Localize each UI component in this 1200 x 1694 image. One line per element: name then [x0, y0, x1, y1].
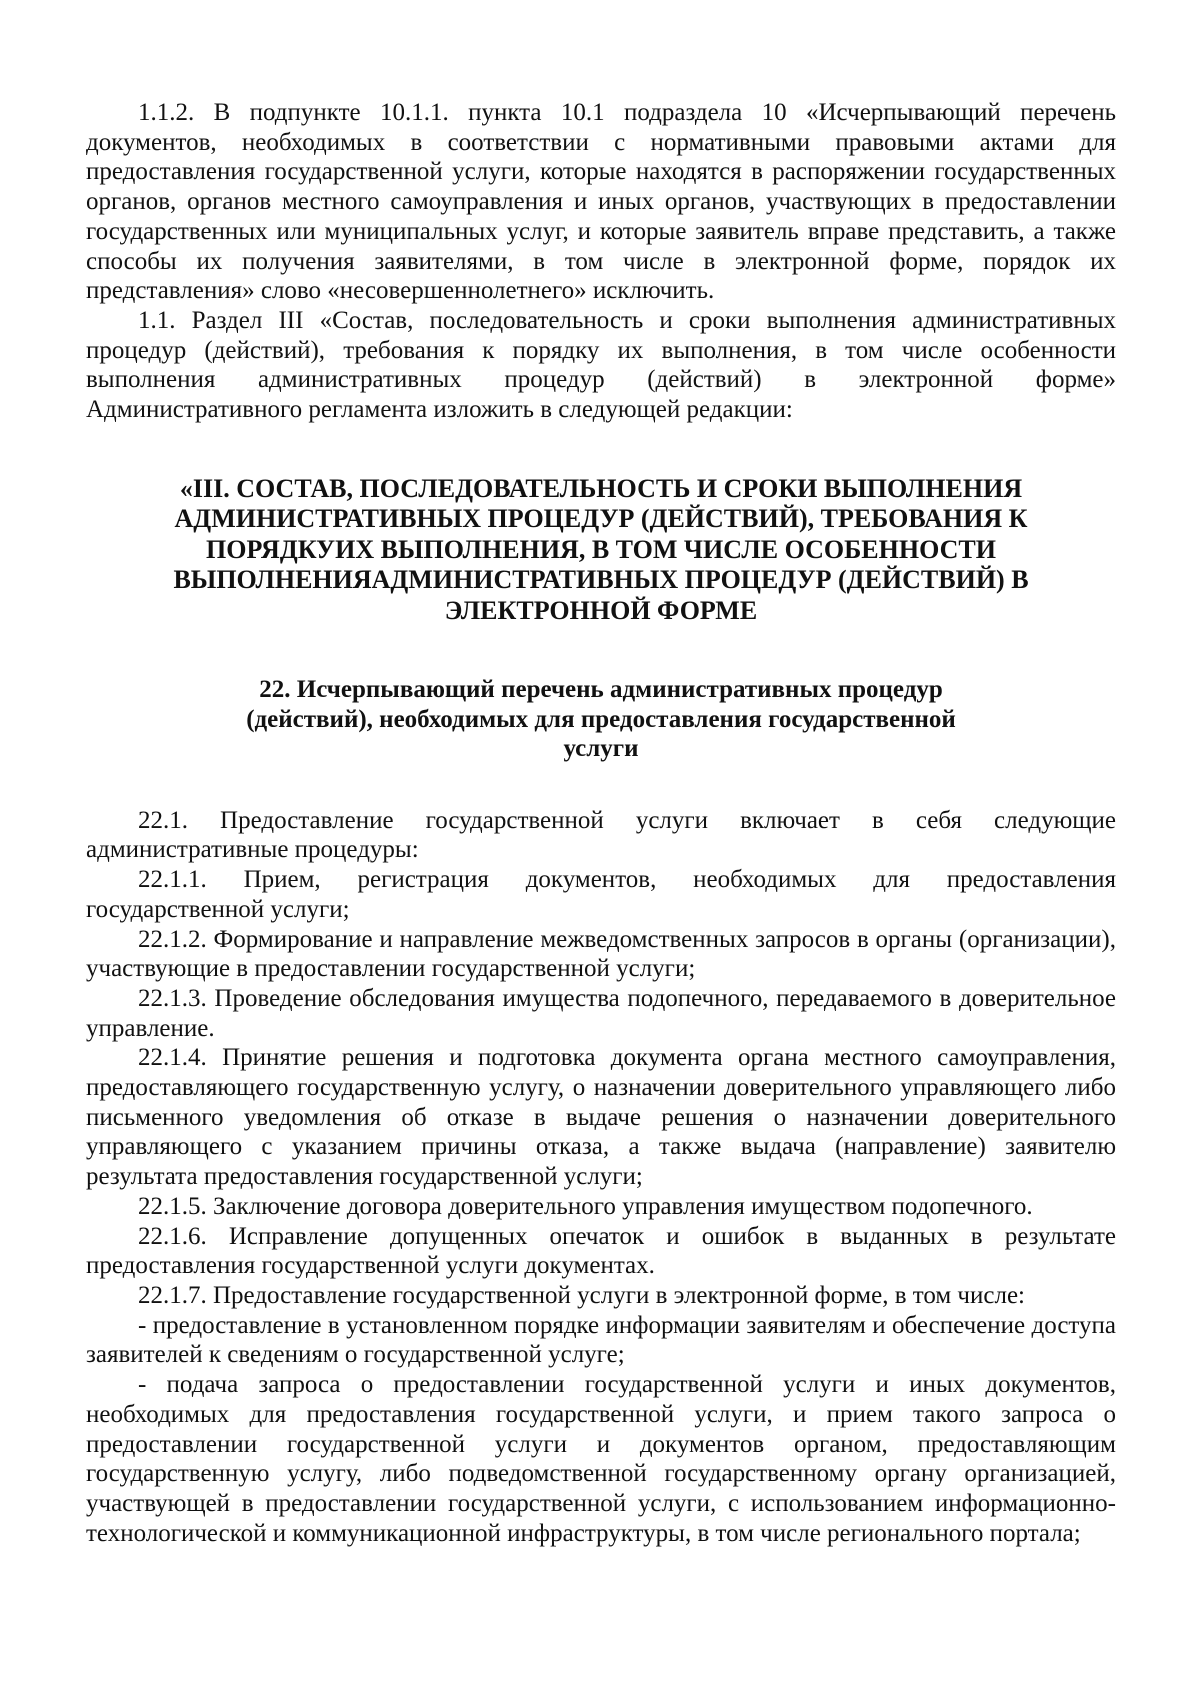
subsection-heading: 22. Исчерпывающий перечень административных процедур (действий), необходимых для предоставления государственной услуги [246, 676, 956, 763]
paragraph-22-1-7: 22.1.7. Предоставление государственной услуги в электронной форме, в том числе: [138, 1281, 1025, 1309]
list-item-information: - предоставление в установленном порядке информации заявителям и обеспечение доступа заявителей к сведениям о государственной услуге; [86, 1311, 1116, 1369]
spacer [86, 764, 1116, 806]
paragraph-22-1: 22.1. Предоставление государственной услуги включает в себя следующие административные процедуры: [86, 806, 1116, 864]
paragraph-22-1-1: 22.1.1. Прием, регистрация документов, необходимых для предоставления государственной услуги; [86, 866, 1116, 923]
list-item-request-submission: - подача запроса о предоставлении государственной услуги и иных документов, необходимых для предоставления государственной услуги, и прием такого запроса о предоставлении государственной услуги и документов органом, предоставляющим государственную услугу, либо подведомственной государственному органу организацией, участвующей в предоставлении государственной услуги, с использованием информационно-технологической и коммуникационной инфраструктуры, в том числе регионального портала; [86, 1371, 1116, 1547]
paragraph-22-1-2: 22.1.2. Формирование и направление межведомственных запросов в органы (организации), участвующие в предоставлении государственной услуги; [86, 925, 1116, 983]
paragraph-22-1-4: 22.1.4. Принятие решения и подготовка документа органа местного самоуправления, предоставляющего государственную услугу, о назначении доверительного управляющего либо письменного уведомления об отказе в выдаче решения о назначении доверительного управляющего с указанием причины отказа, а также выдача (направление) заявителю результата предоставления государственной услуги; [86, 1044, 1116, 1191]
paragraph-22-1-6: 22.1.6. Исправление допущенных опечаток и ошибок в выданных в результате предоставления государственной услуги документах. [86, 1222, 1116, 1280]
paragraph-1-1-section-iii: 1.1. Раздел III «Состав, последовательность и сроки выполнения административных процедур (действий), требования к порядку их выполнения, в том числе особенности выполнения административных процедур (действий) в электронной форме» Административного регламента изложить в следующей редакции: [86, 306, 1116, 424]
paragraph-22-1-3: 22.1.3. Проведение обследования имущества подопечного, передаваемого в доверительное управление. [86, 984, 1116, 1042]
document-page [86, 98, 1116, 1548]
paragraph-22-1-5: 22.1.5. Заключение договора доверительного управления имуществом подопечного. [138, 1192, 1033, 1220]
paragraph-1-1-2: 1.1.2. В подпункте 10.1.1. пункта 10.1 подраздела 10 «Исчерпывающий перечень документов, необходимых в соответствии с нормативными правовыми актами для предоставления государственной услуги, которые находятся в распоряжении государственных органов, органов местного самоуправления и иных органов, участвующих в предоставлении государственных или муниципальных услуг, и которые заявитель вправе представить, а также способы их получения заявителями, в том числе в электронной форме, порядок их представления» слово «несовершеннолетнего» исключить. [86, 99, 1116, 305]
section-heading: «III. СОСТАВ, ПОСЛЕДОВАТЕЛЬНОСТЬ И СРОКИ ВЫПОЛНЕНИЯ АДМИНИСТРАТИВНЫХ ПРОЦЕДУР (ДЕЙСТВИЙ), ТРЕБОВАНИЯ К ПОРЯДКУИХ ВЫПОЛНЕНИЯ, В ТОМ ЧИСЛЕ ОСОБЕННОСТИ ВЫПОЛНЕНИЯАДМИНИСТРАТИВНЫХ ПРОЦЕДУР (ДЕЙСТВИЙ) В ЭЛЕКТРОННОЙ ФОРМЕ [173, 473, 1029, 625]
